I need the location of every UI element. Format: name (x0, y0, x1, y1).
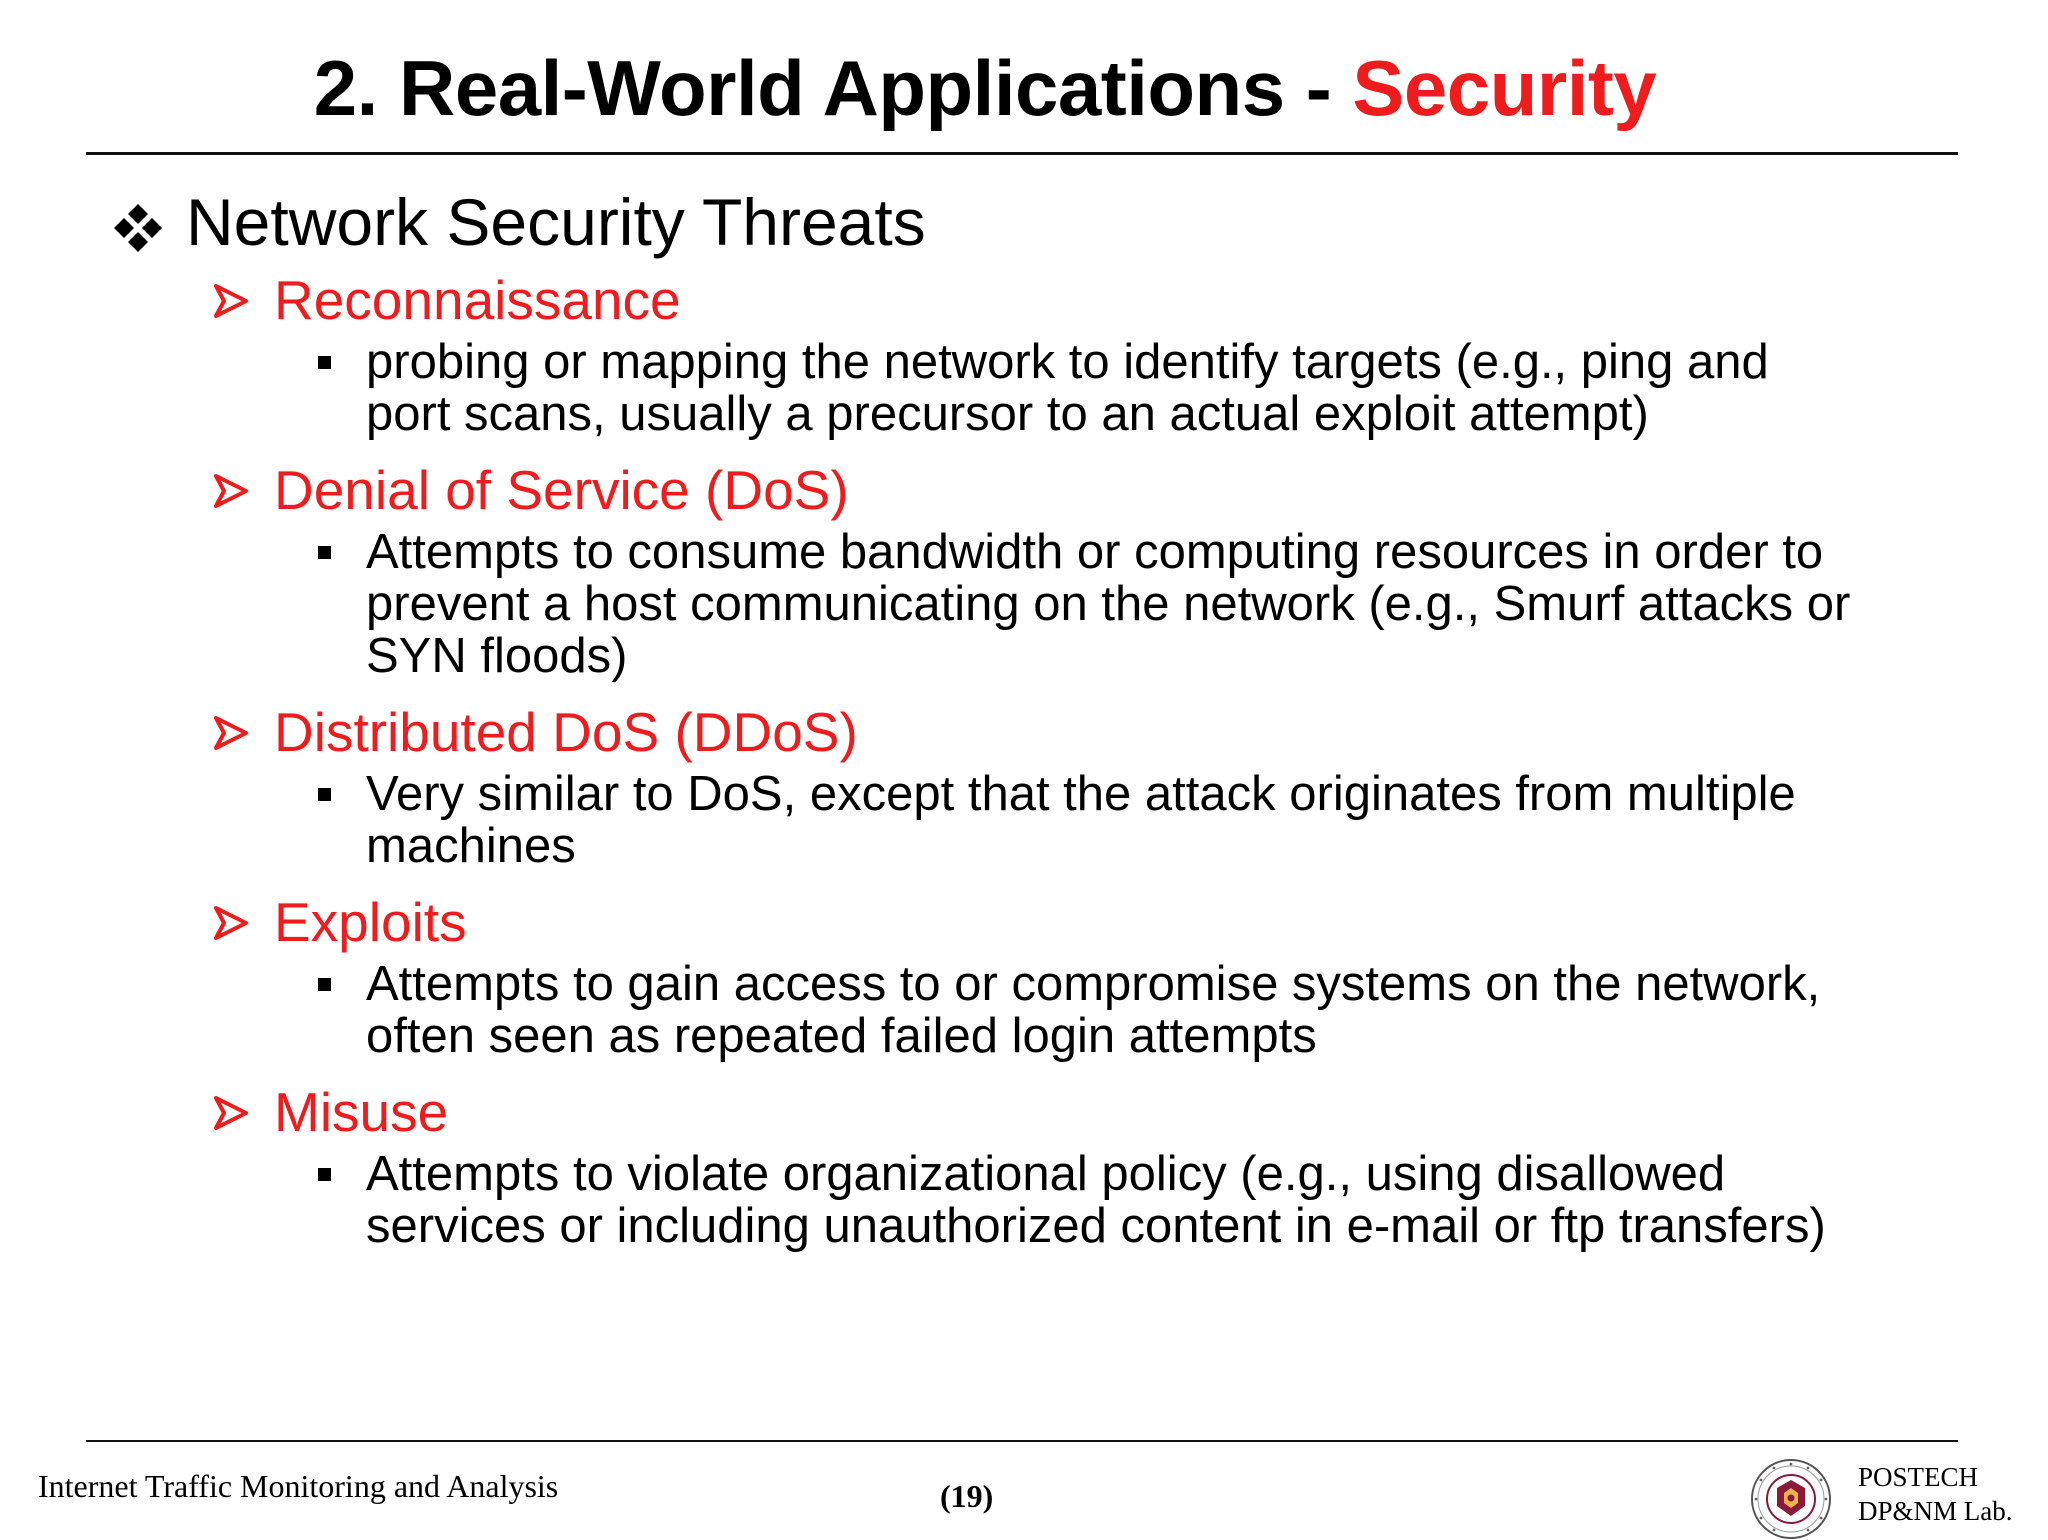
slide-title-prefix: 2. Real-World Applications - (313, 44, 1353, 132)
threat-heading-reconnaissance (212, 264, 2048, 336)
detail-line: SYN floods) (366, 629, 628, 683)
threat-heading-text: Reconnaissance (274, 269, 681, 331)
arrowhead-bullet-icon (212, 904, 250, 942)
footer-lab-line1: POSTECH (1858, 1462, 1979, 1492)
threat-heading-ddos (212, 696, 2048, 768)
footer-lab-line2: DP&NM Lab. (1858, 1496, 2013, 1526)
square-bullet-icon (318, 356, 331, 369)
threat-detail-exploits (318, 958, 1966, 1062)
square-bullet-icon (318, 788, 331, 801)
threat-heading-text: Distributed DoS (DDoS) (274, 701, 858, 763)
slide-title (0, 38, 1970, 138)
footer-course-title: Internet Traffic Monitoring and Analysis (38, 1468, 559, 1504)
threat-heading-text: Denial of Service (DoS) (274, 459, 849, 521)
detail-line: often seen as repeated failed login attempts (366, 1009, 1317, 1063)
arrowhead-bullet-icon (212, 472, 250, 510)
main-bullet (112, 182, 926, 262)
square-bullet-icon (318, 546, 331, 559)
detail-line: probing or mapping the network to identify targets (e.g., ping and (366, 335, 1769, 389)
detail-line: machines (366, 819, 576, 873)
four-diamond-bullet-icon (112, 202, 172, 254)
detail-line: Attempts to gain access to or compromise systems on the network, (366, 957, 1821, 1011)
arrowhead-bullet-icon (212, 282, 250, 320)
detail-line: port scans, usually a precursor to an actual exploit attempt) (366, 387, 1649, 441)
threat-heading-dos (212, 454, 2048, 526)
footer-lab-name (1858, 1460, 2013, 1528)
threat-heading-misuse (212, 1076, 2048, 1148)
arrowhead-bullet-icon (212, 714, 250, 752)
title-divider (86, 152, 1958, 155)
arrowhead-bullet-icon (212, 1094, 250, 1132)
footer-divider (86, 1440, 1958, 1442)
postech-emblem-icon (1750, 1458, 1832, 1540)
threat-detail-ddos (318, 768, 1966, 872)
footer-page-number: (19) (940, 1478, 994, 1514)
detail-line: Attempts to violate organizational policy (e.g., using disallowed (366, 1147, 1726, 1201)
square-bullet-icon (318, 1168, 331, 1181)
square-bullet-icon (318, 978, 331, 991)
detail-line: prevent a host communicating on the network (e.g., Smurf attacks or (366, 577, 1851, 631)
threat-detail-reconnaissance (318, 336, 1966, 440)
threat-heading-text: Exploits (274, 891, 467, 953)
threat-list (0, 264, 2048, 1266)
main-bullet-text: Network Security Threats (186, 185, 926, 259)
threat-heading-exploits (212, 886, 2048, 958)
detail-line: Very similar to DoS, except that the attack originates from multiple (366, 767, 1796, 821)
detail-line: Attempts to consume bandwidth or computing resources in order to (366, 525, 1824, 579)
detail-line: services or including unauthorized content in e-mail or ftp transfers) (366, 1199, 1826, 1253)
slide-title-accent: Security (1352, 44, 1657, 132)
threat-detail-misuse (318, 1148, 1966, 1252)
threat-heading-text: Misuse (274, 1081, 449, 1143)
threat-detail-dos (318, 526, 1966, 682)
